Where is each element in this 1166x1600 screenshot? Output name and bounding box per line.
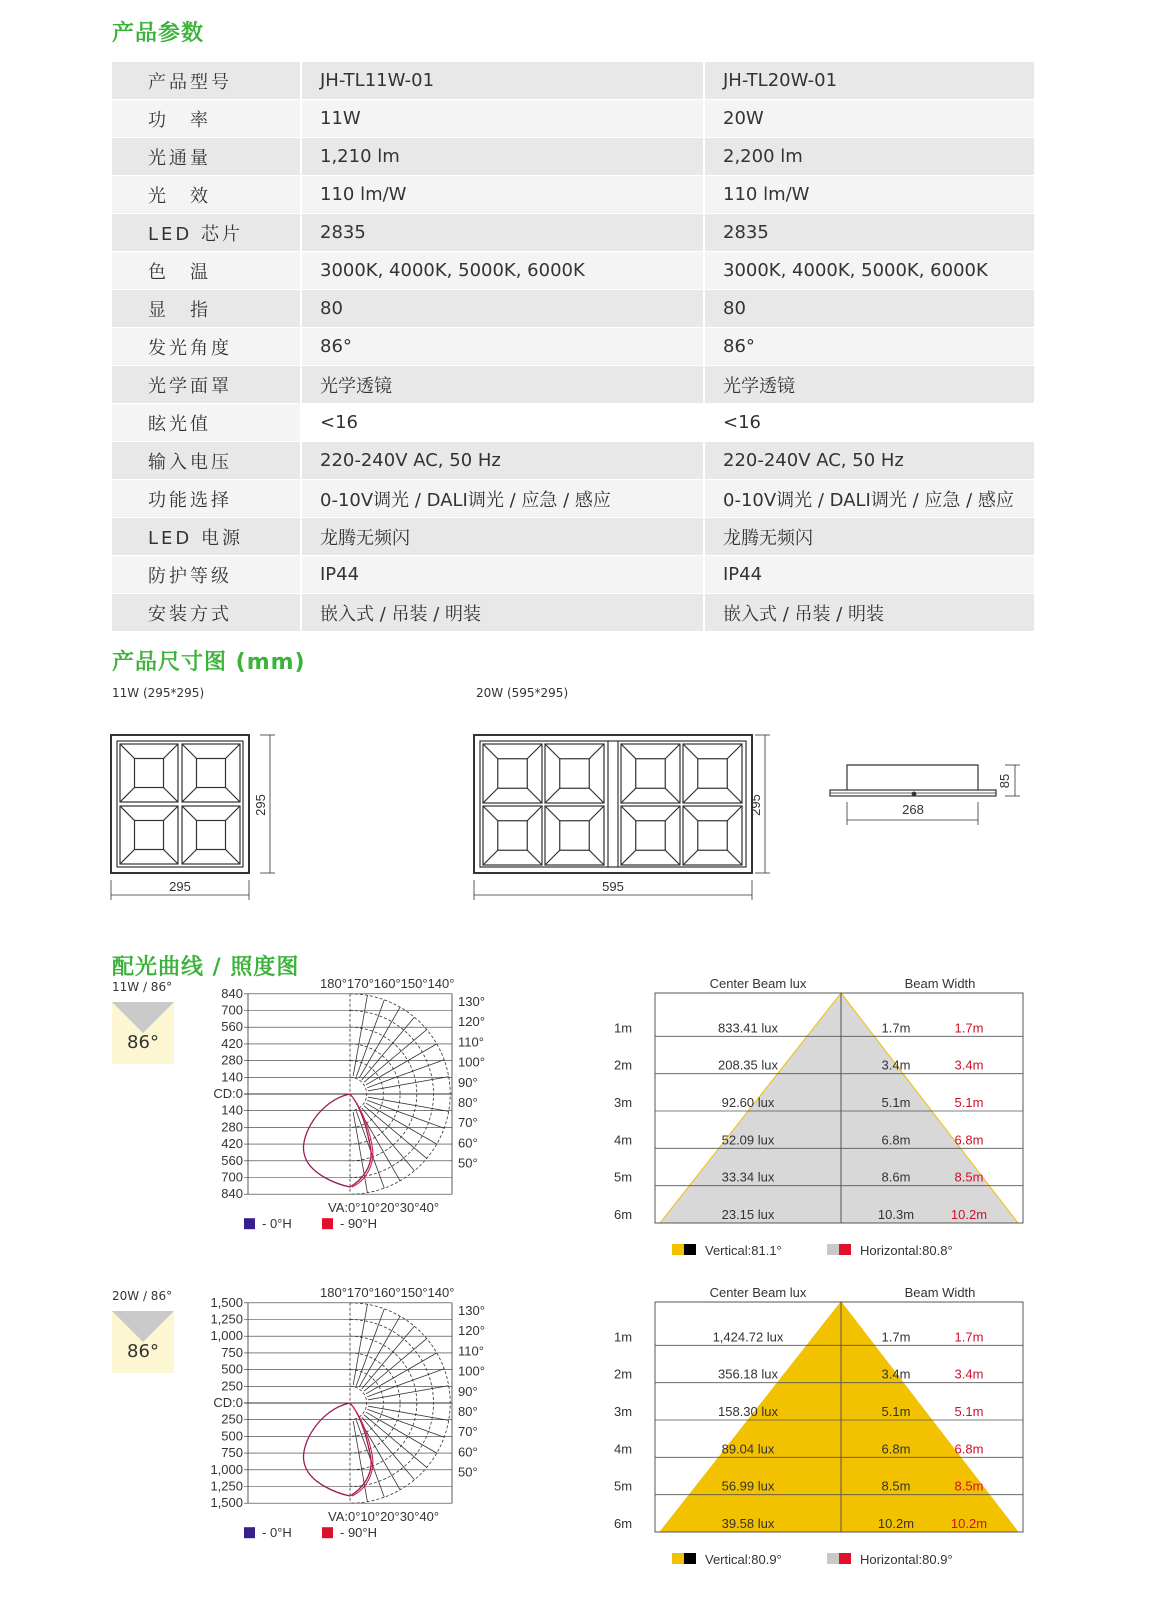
distance-label: 4m	[614, 1441, 633, 1457]
beam-width-vertical: 10.2m	[877, 1516, 915, 1531]
dim-20w-width: 595	[602, 879, 624, 894]
spec-label: 光通量	[112, 138, 300, 176]
beam-width-vertical: 1.7m	[881, 1020, 911, 1036]
spec-value-11w: 80	[300, 290, 705, 328]
polar-angle-label: 110°	[458, 1034, 484, 1050]
spec-value-20w: 龙腾无频闪	[705, 518, 1034, 556]
section-title-params: 产品参数	[112, 21, 205, 46]
spec-table	[112, 62, 1034, 632]
polar-scale-tick: 750	[221, 1344, 243, 1360]
polar-scale-tick: 1,250	[210, 1311, 243, 1327]
spec-value-11w: 龙腾无频闪	[300, 518, 705, 556]
distance-label: 6m	[614, 1516, 633, 1531]
polar-angle-label: 70°	[458, 1424, 478, 1440]
spec-value-11w: <16	[300, 404, 705, 442]
legend-90h-swatch	[322, 1218, 333, 1229]
spec-row	[112, 594, 1034, 632]
beam-width-vertical: 3.4m	[881, 1057, 911, 1073]
legend-0h-label: - 0°H	[262, 1216, 292, 1232]
dim-side-height: 85	[997, 773, 1012, 789]
beam-cone-icon	[112, 1311, 174, 1342]
spec-label: 安装方式	[112, 594, 300, 632]
center-lux-value: 39.58 lux	[721, 1516, 775, 1531]
polar-bottom-angles: VA:0°10°20°30°40°	[328, 1509, 440, 1525]
header-beam-width: Beam Width	[904, 976, 976, 991]
legend-horizontal-swatch-a	[827, 1553, 839, 1564]
legend-vertical-label: Vertical:80.9°	[705, 1552, 782, 1564]
center-lux-value: 23.15 lux	[721, 1207, 775, 1222]
center-lux-value: 208.35 lux	[718, 1057, 778, 1073]
beam-width-horizontal: 6.8m	[954, 1132, 984, 1148]
beam-width-horizontal: 3.4m	[954, 1057, 984, 1073]
spec-value-11w: IP44	[300, 556, 705, 594]
legend-90h-swatch	[322, 1527, 333, 1538]
legend-vertical-swatch-a	[672, 1553, 684, 1564]
legend-vertical-swatch-a	[672, 1244, 684, 1255]
polar-angle-label: 80°	[458, 1404, 478, 1419]
beam-width-horizontal: 10.2m	[950, 1516, 988, 1531]
distance-label: 1m	[614, 1329, 633, 1345]
spec-row	[112, 100, 1034, 138]
center-lux-value: 89.04 lux	[721, 1441, 775, 1457]
spec-label: LED 芯片	[112, 214, 300, 252]
polar-scale-tick: 700	[221, 1169, 243, 1185]
beam-width-vertical: 1.7m	[881, 1329, 911, 1345]
beam-width-horizontal: 6.8m	[954, 1441, 984, 1457]
spec-value-20w: 20W	[705, 100, 1034, 138]
polar-scale-tick: 560	[221, 1019, 243, 1035]
spec-row	[112, 290, 1034, 328]
intensity-curve-0h	[303, 1403, 371, 1496]
spec-row	[112, 480, 1034, 518]
polar-scale-tick: 250	[221, 1378, 243, 1394]
distance-label: 2m	[614, 1057, 633, 1073]
spec-row	[112, 62, 1034, 100]
spec-value-20w: 110 lm/W	[705, 176, 1034, 214]
polar-angle-label: 130°	[458, 994, 485, 1009]
polar-scale-tick: 1,500	[210, 1294, 243, 1310]
spec-row	[112, 442, 1034, 480]
polar-scale-tick: 1,250	[210, 1478, 243, 1494]
spec-label: 显 指	[112, 290, 300, 328]
polar-scale-tick: 250	[221, 1411, 243, 1427]
legend-horizontal-label: Horizontal:80.8°	[860, 1243, 953, 1255]
polar-angle-label: 60°	[458, 1135, 478, 1151]
center-lux-value: 56.99 lux	[721, 1478, 775, 1494]
spec-value-20w: 220-240V AC, 50 Hz	[705, 442, 1034, 480]
spec-label: 功 率	[112, 100, 300, 138]
polar-scale-tick: 840	[221, 1186, 243, 1202]
illuminance-diagram	[610, 1284, 1030, 1564]
spec-row	[112, 518, 1034, 556]
dim-side-width: 268	[902, 802, 924, 817]
polar-angle-label: 90°	[458, 1074, 478, 1090]
dim-20w-height: 295	[748, 794, 763, 816]
beam-angle-chip	[112, 1002, 174, 1064]
legend-horizontal-swatch-b	[839, 1553, 851, 1564]
spec-label: 光 效	[112, 176, 300, 214]
polar-angle-label: 100°	[458, 1363, 485, 1379]
polar-angle-label: 60°	[458, 1444, 478, 1460]
center-lux-value: 356.18 lux	[718, 1366, 778, 1382]
distance-label: 2m	[614, 1366, 633, 1382]
polar-scale-tick: 280	[221, 1052, 243, 1068]
polar-scale-tick: 1,000	[210, 1328, 243, 1344]
drawing-20w	[470, 720, 770, 905]
spec-value-20w: IP44	[705, 556, 1034, 594]
intensity-curve-0h	[303, 1094, 371, 1187]
dim-caption-20w: 20W (595*295)	[476, 686, 569, 700]
beam-width-horizontal: 8.5m	[954, 1169, 984, 1185]
spec-label: 输入电压	[112, 442, 300, 480]
polar-angle-label: 70°	[458, 1115, 478, 1131]
beam-width-vertical: 3.4m	[881, 1366, 911, 1382]
header-center-beam: Center Beam lux	[709, 976, 807, 991]
beam-width-horizontal: 1.7m	[954, 1329, 984, 1345]
polar-angle-label: 50°	[458, 1155, 478, 1171]
polar-scale-tick: 420	[221, 1035, 243, 1051]
spec-label: LED 电源	[112, 518, 300, 556]
beam-width-horizontal: 5.1m	[954, 1404, 984, 1419]
polar-scale-tick: CD:0	[213, 1395, 243, 1410]
spec-value-11w: JH-TL11W-01	[300, 62, 705, 100]
polar-scale-tick: CD:0	[213, 1086, 243, 1101]
spec-row	[112, 328, 1034, 366]
spec-value-20w: 2835	[705, 214, 1034, 252]
polar-angle-label: 90°	[458, 1383, 478, 1399]
spec-row	[112, 404, 1034, 442]
polar-scale-tick: 700	[221, 1002, 243, 1018]
beam-width-horizontal: 5.1m	[954, 1095, 984, 1110]
spec-label: 光学面罩	[112, 366, 300, 404]
polar-angle-label: 120°	[458, 1323, 485, 1339]
polar-scale-tick: 500	[221, 1428, 243, 1444]
center-lux-value: 158.30 lux	[718, 1404, 778, 1419]
polar-top-angles: 180°170°160°150°140°	[320, 976, 455, 991]
polar-top-angles: 180°170°160°150°140°	[320, 1285, 455, 1300]
center-lux-value: 1,424.72 lux	[712, 1329, 784, 1345]
spec-row	[112, 138, 1034, 176]
spec-row	[112, 252, 1034, 290]
spec-label: 防护等级	[112, 556, 300, 594]
center-lux-value: 833.41 lux	[718, 1020, 778, 1036]
spec-value-20w: 2,200 lm	[705, 138, 1034, 176]
legend-90h-label: - 90°H	[340, 1525, 377, 1541]
distance-label: 5m	[614, 1169, 633, 1185]
spec-label: 功能选择	[112, 480, 300, 518]
polar-scale-tick: 750	[221, 1445, 243, 1461]
spec-label: 产品型号	[112, 62, 300, 100]
legend-vertical-label: Vertical:81.1°	[705, 1243, 782, 1255]
beam-cone-icon	[112, 1002, 174, 1033]
center-lux-value: 52.09 lux	[721, 1132, 775, 1148]
drawing-side-view	[820, 750, 1030, 845]
polar-scale-tick: 140	[221, 1102, 243, 1118]
spec-row	[112, 176, 1034, 214]
spec-value-20w: <16	[705, 404, 1034, 442]
spec-value-20w: 80	[705, 290, 1034, 328]
polar-angle-label: 50°	[458, 1464, 478, 1480]
legend-0h-swatch	[244, 1527, 255, 1538]
section-title-photometry: 配光曲线 / 照度图	[112, 955, 300, 980]
beam-angle-chip	[112, 1311, 174, 1373]
distance-label: 6m	[614, 1207, 633, 1222]
spec-value-11w: 3000K, 4000K, 5000K, 6000K	[300, 252, 705, 290]
legend-horizontal-swatch-b	[839, 1244, 851, 1255]
spec-value-11w: 2835	[300, 214, 705, 252]
drawing-11w	[105, 720, 295, 905]
polar-angle-label: 120°	[458, 1014, 485, 1030]
photometry-caption: 20W / 86°	[112, 1289, 173, 1303]
polar-angle-label: 100°	[458, 1054, 485, 1070]
beam-width-vertical: 8.6m	[881, 1169, 911, 1185]
polar-angle-label: 110°	[458, 1343, 484, 1359]
beam-width-vertical: 8.5m	[881, 1478, 911, 1494]
polar-scale-tick: 140	[221, 1069, 243, 1085]
photometry-caption: 11W / 86°	[112, 980, 173, 994]
legend-vertical-swatch-b	[684, 1244, 696, 1255]
dim-11w-height: 295	[253, 794, 268, 816]
beam-angle-value: 86°	[127, 1341, 159, 1362]
distance-label: 5m	[614, 1478, 633, 1494]
header-center-beam: Center Beam lux	[709, 1285, 807, 1300]
polar-scale-tick: 840	[221, 985, 243, 1001]
beam-width-vertical: 5.1m	[881, 1404, 911, 1419]
dim-11w-width: 295	[169, 879, 191, 894]
spec-value-11w: 86°	[300, 328, 705, 366]
polar-angle-label: 130°	[458, 1303, 485, 1318]
beam-width-vertical: 6.8m	[881, 1441, 911, 1457]
legend-vertical-swatch-b	[684, 1553, 696, 1564]
polar-scale-tick: 560	[221, 1152, 243, 1168]
spec-row	[112, 366, 1034, 404]
polar-chart	[200, 975, 500, 1255]
polar-scale-tick: 1,500	[210, 1495, 243, 1511]
spec-value-20w: JH-TL20W-01	[705, 62, 1034, 100]
polar-chart	[200, 1284, 500, 1564]
legend-90h-label: - 90°H	[340, 1216, 377, 1232]
center-lux-value: 92.60 lux	[721, 1095, 775, 1110]
polar-bottom-angles: VA:0°10°20°30°40°	[328, 1200, 440, 1216]
center-lux-value: 33.34 lux	[721, 1169, 775, 1185]
polar-scale-tick: 420	[221, 1136, 243, 1152]
spec-value-11w: 1,210 lm	[300, 138, 705, 176]
spec-value-11w: 220-240V AC, 50 Hz	[300, 442, 705, 480]
section-title-dims: 产品尺寸图 (mm)	[112, 650, 306, 675]
legend-horizontal-label: Horizontal:80.9°	[860, 1552, 953, 1564]
spec-value-20w: 光学透镜	[705, 366, 1034, 404]
beam-width-horizontal: 3.4m	[954, 1366, 984, 1382]
dim-caption-11w: 11W (295*295)	[112, 686, 205, 700]
beam-angle-value: 86°	[127, 1032, 159, 1053]
spec-value-11w: 11W	[300, 100, 705, 138]
legend-horizontal-swatch-a	[827, 1244, 839, 1255]
spec-value-20w: 3000K, 4000K, 5000K, 6000K	[705, 252, 1034, 290]
spec-row	[112, 556, 1034, 594]
polar-scale-tick: 500	[221, 1361, 243, 1377]
distance-label: 4m	[614, 1132, 633, 1148]
spec-row	[112, 214, 1034, 252]
distance-label: 3m	[614, 1404, 633, 1419]
spec-value-11w: 0-10V调光 / DALI调光 / 应急 / 感应	[300, 480, 705, 518]
spec-label: 色 温	[112, 252, 300, 290]
spec-value-20w: 0-10V调光 / DALI调光 / 应急 / 感应	[705, 480, 1034, 518]
spec-value-20w: 嵌入式 / 吊装 / 明装	[705, 594, 1034, 632]
legend-0h-swatch	[244, 1218, 255, 1229]
legend-0h-label: - 0°H	[262, 1525, 292, 1541]
beam-width-vertical: 10.3m	[877, 1207, 915, 1222]
polar-angle-label: 80°	[458, 1095, 478, 1110]
polar-scale-tick: 1,000	[210, 1461, 243, 1477]
illuminance-diagram	[610, 975, 1030, 1255]
distance-label: 3m	[614, 1095, 633, 1110]
beam-width-horizontal: 1.7m	[954, 1020, 984, 1036]
spec-label: 眩光值	[112, 404, 300, 442]
distance-label: 1m	[614, 1020, 633, 1036]
spec-value-11w: 光学透镜	[300, 366, 705, 404]
beam-width-vertical: 6.8m	[881, 1132, 911, 1148]
spec-value-11w: 110 lm/W	[300, 176, 705, 214]
beam-width-horizontal: 10.2m	[950, 1207, 988, 1222]
spec-value-11w: 嵌入式 / 吊装 / 明装	[300, 594, 705, 632]
beam-width-horizontal: 8.5m	[954, 1478, 984, 1494]
spec-value-20w: 86°	[705, 328, 1034, 366]
polar-scale-tick: 280	[221, 1119, 243, 1135]
beam-width-vertical: 5.1m	[881, 1095, 911, 1110]
header-beam-width: Beam Width	[904, 1285, 976, 1300]
spec-label: 发光角度	[112, 328, 300, 366]
